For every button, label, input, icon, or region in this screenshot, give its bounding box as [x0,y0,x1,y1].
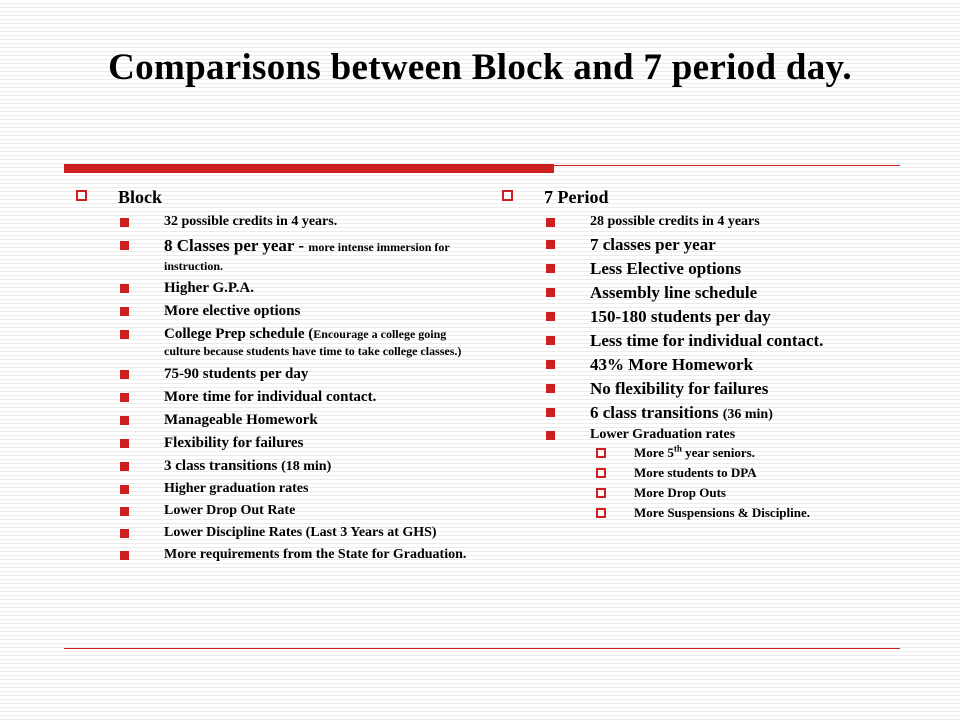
block-heading-row [70,186,470,208]
footer-divider [64,648,900,649]
list-item: Less time for individual contact. [496,331,896,350]
list-item: Higher graduation rates [70,481,470,497]
seven-period-heading-row [496,186,896,208]
seven-period-heading: 7 Period [544,187,609,207]
sub-list-item: More students to DPA [496,465,896,481]
square-bullet-icon [120,284,129,293]
slide-title: Comparisons between Block and 7 period day. [108,47,852,88]
list-item: 150-180 students per day [496,307,896,326]
square-bullet-icon [546,218,555,227]
list-item: More requirements from the State for Graduation. [70,547,470,563]
graduation-sub-list [590,445,896,521]
square-bullet-icon [120,370,129,379]
list-item: No flexibility for failures [496,379,896,398]
square-bullet-icon [120,462,129,471]
square-bullet-icon [120,393,129,402]
list-item: 7 classes per year [496,235,896,254]
square-bullet-icon [546,384,555,393]
seven-period-list [496,214,896,521]
square-bullet-icon [120,330,129,339]
sub-list-item: More Drop Outs [496,485,896,501]
list-item: More elective options [70,303,470,320]
square-bullet-icon [546,288,555,297]
seven-period-column [496,186,896,526]
square-bullet-icon [546,360,555,369]
block-column [70,186,470,569]
list-item: Lower Drop Out Rate [70,503,470,519]
hollow-square-bullet-icon [596,488,606,498]
list-item: Flexibility for failures [70,435,470,452]
list-item: Higher G.P.A. [70,280,470,297]
list-item: More time for individual contact. [70,389,470,406]
title-divider-thick [64,164,554,173]
square-bullet-icon [120,551,129,560]
square-bullet-icon [120,529,129,538]
square-bullet-icon [546,240,555,249]
block-heading: Block [118,187,163,207]
square-bullet-icon [120,485,129,494]
sub-list-item: More 5th year seniors. [496,445,896,461]
square-bullet-icon [546,264,555,273]
square-bullet-icon [120,416,129,425]
sub-list-item: More Suspensions & Discipline. [496,505,896,521]
list-item: College Prep schedule (Encourage a college going culture because students have time to take college classes.) [70,326,470,360]
square-bullet-icon [120,307,129,316]
list-item: Less Elective options [496,259,896,278]
list-item: Lower Discipline Rates (Last 3 Years at GHS) [70,525,470,541]
list-item: 8 Classes per year - more intense immersion for instruction. [70,236,470,274]
square-bullet-icon [546,312,555,321]
list-item: Manageable Homework [70,412,470,429]
square-bullet-icon [120,218,129,227]
hollow-square-bullet-icon [76,190,87,201]
hollow-square-bullet-icon [502,190,513,201]
list-item: Lower Graduation rates More 5th year seniors. More students to DPA More Drop Outs More Suspensions & Discipline. [496,427,896,521]
list-item: 43% More Homework [496,355,896,374]
hollow-square-bullet-icon [596,468,606,478]
list-item: 28 possible credits in 4 years [496,214,896,230]
list-item: Assembly line schedule [496,283,896,302]
title-divider-thin [554,165,900,166]
list-item: 75-90 students per day [70,366,470,383]
list-item: 32 possible credits in 4 years. [70,214,470,230]
square-bullet-icon [546,408,555,417]
list-item: 6 class transitions (36 min) [496,403,896,422]
list-item: 3 class transitions (18 min) [70,458,470,475]
hollow-square-bullet-icon [596,448,606,458]
square-bullet-icon [120,439,129,448]
square-bullet-icon [546,336,555,345]
square-bullet-icon [120,507,129,516]
hollow-square-bullet-icon [596,508,606,518]
square-bullet-icon [120,241,129,250]
square-bullet-icon [546,431,555,440]
block-list [70,214,470,563]
